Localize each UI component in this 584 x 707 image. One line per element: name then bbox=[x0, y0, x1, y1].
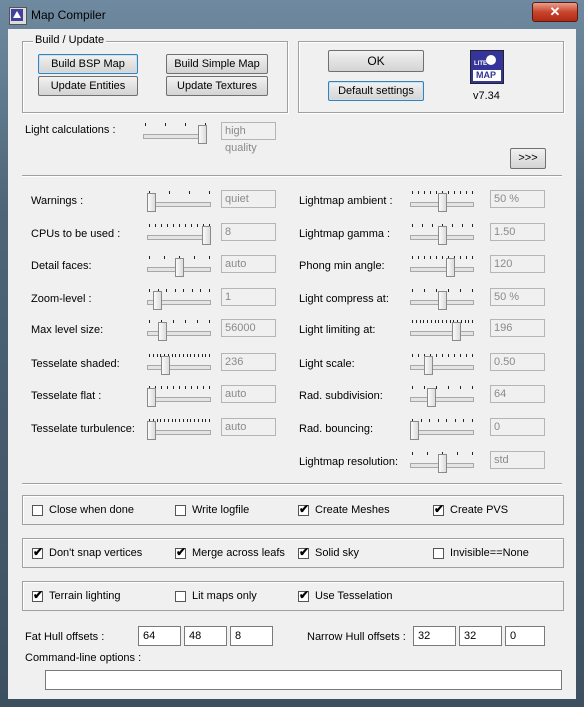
slider-thumb[interactable] bbox=[158, 322, 167, 341]
right-setting-label: Lightmap gamma : bbox=[299, 228, 391, 240]
slider-tick bbox=[209, 191, 210, 194]
slider-tick bbox=[472, 354, 473, 357]
slider-tick bbox=[460, 354, 461, 357]
slider-tick bbox=[160, 419, 161, 422]
slider-tick bbox=[460, 256, 461, 259]
slider-thumb[interactable] bbox=[438, 454, 447, 473]
checkbox-label[interactable]: Use Tesselation bbox=[315, 590, 393, 602]
close-button[interactable]: ✕ bbox=[532, 2, 578, 22]
slider-tick bbox=[190, 419, 191, 422]
slider-tick bbox=[175, 354, 176, 357]
slider-tick bbox=[412, 320, 413, 323]
slider-tick bbox=[203, 386, 204, 389]
slider-tick bbox=[420, 320, 421, 323]
slider-tick bbox=[430, 256, 431, 259]
right-setting-label: Lightmap resolution: bbox=[299, 456, 399, 468]
slider-ticks bbox=[412, 386, 472, 390]
slider-tick bbox=[446, 419, 447, 422]
slider-ticks bbox=[149, 386, 209, 390]
slider-tick bbox=[172, 354, 173, 357]
slider-thumb[interactable] bbox=[147, 193, 156, 212]
slider-tick bbox=[209, 320, 210, 323]
slider-tick bbox=[205, 354, 206, 357]
slider-tick bbox=[424, 289, 425, 292]
slider-tick bbox=[448, 289, 449, 292]
app-logo bbox=[470, 50, 504, 84]
logo-small-text: LITE bbox=[474, 61, 487, 67]
slider-track bbox=[410, 331, 474, 336]
slider-tick bbox=[412, 289, 413, 292]
slider-thumb[interactable] bbox=[153, 291, 162, 310]
slider-tick bbox=[191, 224, 192, 227]
slider-tick bbox=[175, 289, 176, 292]
left-setting-slider[interactable] bbox=[145, 384, 213, 410]
update-entities-button[interactable]: Update Entities bbox=[38, 76, 138, 96]
build-update-title: Build / Update bbox=[35, 34, 105, 46]
left-setting-label: Zoom-level : bbox=[31, 293, 92, 305]
left-setting-slider[interactable] bbox=[145, 222, 213, 248]
slider-ticks bbox=[412, 354, 472, 358]
slider-tick bbox=[438, 320, 439, 323]
slider-track bbox=[147, 430, 211, 435]
slider-tick bbox=[161, 224, 162, 227]
left-setting-slider[interactable] bbox=[145, 287, 213, 313]
slider-tick bbox=[155, 224, 156, 227]
slider-tick bbox=[472, 224, 473, 227]
left-setting-value: auto bbox=[221, 385, 276, 403]
slider-tick bbox=[431, 320, 432, 323]
slider-ticks bbox=[412, 320, 472, 324]
slider-tick bbox=[442, 354, 443, 357]
checkbox-label[interactable]: Create PVS bbox=[450, 504, 509, 516]
command-line-label: Command-line options : bbox=[25, 652, 142, 664]
slider-track bbox=[410, 267, 474, 272]
narrow-hull-x-input[interactable]: 32 bbox=[413, 626, 456, 646]
slider-tick bbox=[454, 354, 455, 357]
slider-tick bbox=[149, 354, 150, 357]
checkmark-icon: ✔ bbox=[299, 588, 310, 602]
slider-tick bbox=[173, 224, 174, 227]
slider-tick bbox=[149, 224, 150, 227]
slider-tick bbox=[418, 191, 419, 194]
slider-tick bbox=[209, 289, 210, 292]
slider-tick bbox=[463, 419, 464, 422]
slider-tick bbox=[465, 320, 466, 323]
left-setting-label: Detail faces: bbox=[31, 260, 92, 272]
slider-tick bbox=[432, 224, 433, 227]
checkbox[interactable] bbox=[433, 548, 444, 559]
title-bar[interactable] bbox=[0, 0, 584, 28]
slider-tick bbox=[468, 320, 469, 323]
checkbox[interactable] bbox=[32, 545, 44, 559]
left-setting-slider[interactable] bbox=[145, 352, 213, 378]
slider-tick bbox=[194, 354, 195, 357]
right-setting-slider[interactable] bbox=[408, 287, 476, 313]
slider-thumb[interactable] bbox=[147, 421, 156, 440]
left-setting-value: auto bbox=[221, 418, 276, 436]
default-settings-button[interactable]: Default settings bbox=[328, 81, 424, 101]
slider-tick bbox=[209, 256, 210, 259]
expand-button[interactable]: >>> bbox=[510, 148, 546, 169]
slider-thumb[interactable] bbox=[438, 226, 447, 245]
right-setting-label: Phong min angle: bbox=[299, 260, 385, 272]
slider-tick bbox=[442, 256, 443, 259]
slider-track bbox=[410, 365, 474, 370]
light-calculations-slider[interactable] bbox=[141, 121, 209, 147]
slider-tick bbox=[165, 123, 166, 126]
slider-thumb[interactable] bbox=[427, 388, 436, 407]
checkbox[interactable] bbox=[175, 545, 187, 559]
slider-tick bbox=[416, 320, 417, 323]
right-setting-slider[interactable] bbox=[408, 417, 476, 443]
slider-tick bbox=[472, 289, 473, 292]
narrow-hull-label: Narrow Hull offsets : bbox=[307, 631, 406, 643]
left-setting-slider[interactable] bbox=[145, 318, 213, 344]
slider-tick bbox=[472, 256, 473, 259]
slider-tick bbox=[164, 419, 165, 422]
slider-ticks bbox=[145, 123, 205, 127]
slider-tick bbox=[472, 191, 473, 194]
slider-thumb[interactable] bbox=[147, 388, 156, 407]
slider-tick bbox=[172, 419, 173, 422]
slider-tick bbox=[209, 419, 210, 422]
slider-tick bbox=[427, 452, 428, 455]
checkmark-icon: ✔ bbox=[33, 545, 44, 559]
slider-tick bbox=[157, 354, 158, 357]
right-setting-slider[interactable] bbox=[408, 254, 476, 280]
ok-button[interactable]: OK bbox=[328, 50, 424, 72]
slider-tick bbox=[175, 419, 176, 422]
checkbox-label[interactable]: Solid sky bbox=[315, 547, 360, 559]
slider-tick bbox=[412, 191, 413, 194]
slider-tick bbox=[209, 354, 210, 357]
dialog-body bbox=[8, 29, 576, 699]
slider-tick bbox=[466, 354, 467, 357]
slider-track bbox=[410, 430, 474, 435]
right-setting-label: Lightmap ambient : bbox=[299, 195, 393, 207]
slider-tick bbox=[418, 256, 419, 259]
left-setting-value: auto bbox=[221, 255, 276, 273]
slider-tick bbox=[466, 256, 467, 259]
slider-tick bbox=[472, 320, 473, 323]
slider-tick bbox=[198, 419, 199, 422]
slider-tick bbox=[202, 354, 203, 357]
right-setting-value: 1.50 bbox=[490, 223, 545, 241]
slider-track bbox=[147, 202, 211, 207]
fat-hull-label: Fat Hull offsets : bbox=[25, 631, 105, 643]
slider-tick bbox=[185, 224, 186, 227]
slider-tick bbox=[438, 419, 439, 422]
left-setting-slider[interactable] bbox=[145, 254, 213, 280]
slider-tick bbox=[422, 224, 423, 227]
slider-tick bbox=[187, 354, 188, 357]
checkmark-icon: ✔ bbox=[33, 588, 44, 602]
slider-tick bbox=[197, 320, 198, 323]
right-setting-label: Light limiting at: bbox=[299, 324, 376, 336]
slider-track bbox=[147, 365, 211, 370]
slider-thumb[interactable] bbox=[424, 356, 433, 375]
slider-tick bbox=[424, 191, 425, 194]
checkmark-icon: ✔ bbox=[299, 545, 310, 559]
checkbox[interactable] bbox=[298, 545, 310, 559]
slider-tick bbox=[167, 386, 168, 389]
slider-tick bbox=[446, 320, 447, 323]
checkmark-icon: ✔ bbox=[299, 502, 310, 516]
narrow-hull-y-input[interactable]: 32 bbox=[459, 626, 502, 646]
slider-tick bbox=[197, 386, 198, 389]
slider-tick bbox=[149, 289, 150, 292]
left-setting-label: Tesselate flat : bbox=[31, 390, 102, 402]
left-setting-value: quiet bbox=[221, 190, 276, 208]
slider-tick bbox=[421, 419, 422, 422]
slider-tick bbox=[192, 289, 193, 292]
slider-tick bbox=[435, 320, 436, 323]
slider-tick bbox=[194, 419, 195, 422]
build-bsp-map-button[interactable]: Build BSP Map bbox=[38, 54, 138, 74]
right-setting-label: Light compress at: bbox=[299, 293, 389, 305]
slider-ticks bbox=[149, 354, 209, 358]
slider-thumb[interactable] bbox=[446, 258, 455, 277]
slider-tick bbox=[179, 224, 180, 227]
slider-thumb[interactable] bbox=[202, 226, 211, 245]
right-setting-slider[interactable] bbox=[408, 384, 476, 410]
narrow-hull-z-input[interactable]: 0 bbox=[505, 626, 545, 646]
slider-tick bbox=[179, 354, 180, 357]
slider-tick bbox=[145, 123, 146, 126]
slider-tick bbox=[455, 419, 456, 422]
checkbox-label[interactable]: Write logfile bbox=[192, 504, 250, 516]
checkbox[interactable] bbox=[32, 505, 43, 516]
left-setting-label: Tesselate turbulence: bbox=[31, 423, 135, 435]
light-calculations-value: high quality bbox=[221, 122, 276, 140]
slider-tick bbox=[173, 320, 174, 323]
slider-ticks bbox=[149, 191, 209, 195]
slider-tick bbox=[412, 224, 413, 227]
right-setting-value: std bbox=[490, 451, 545, 469]
slider-tick bbox=[185, 386, 186, 389]
right-setting-value: 0.50 bbox=[490, 353, 545, 371]
slider-tick bbox=[472, 386, 473, 389]
slider-tick bbox=[202, 419, 203, 422]
slider-tick bbox=[412, 386, 413, 389]
right-setting-value: 120 bbox=[490, 255, 545, 273]
slider-tick bbox=[149, 320, 150, 323]
slider-tick bbox=[166, 289, 167, 292]
right-setting-slider[interactable] bbox=[408, 222, 476, 248]
slider-tick bbox=[472, 452, 473, 455]
slider-tick bbox=[472, 419, 473, 422]
right-setting-value: 50 % bbox=[490, 288, 545, 306]
slider-tick bbox=[197, 224, 198, 227]
slider-track bbox=[410, 397, 474, 402]
slider-tick bbox=[427, 320, 428, 323]
slider-tick bbox=[436, 386, 437, 389]
slider-tick bbox=[198, 354, 199, 357]
slider-tick bbox=[209, 386, 210, 389]
slider-ticks bbox=[149, 419, 209, 423]
checkbox[interactable] bbox=[32, 588, 44, 602]
slider-tick bbox=[424, 256, 425, 259]
left-setting-label: CPUs to be used : bbox=[31, 228, 121, 240]
slider-tick bbox=[429, 419, 430, 422]
right-setting-slider[interactable] bbox=[408, 318, 476, 344]
slider-tick bbox=[460, 386, 461, 389]
checkbox[interactable] bbox=[175, 505, 186, 516]
slider-thumb[interactable] bbox=[438, 291, 447, 310]
slider-tick bbox=[185, 320, 186, 323]
checkbox[interactable] bbox=[298, 502, 310, 516]
left-setting-value: 1 bbox=[221, 288, 276, 306]
left-setting-value: 56000 bbox=[221, 319, 276, 337]
right-setting-label: Rad. subdivision: bbox=[299, 390, 383, 402]
slider-tick bbox=[183, 289, 184, 292]
left-setting-label: Warnings : bbox=[31, 195, 84, 207]
left-setting-slider[interactable] bbox=[145, 189, 213, 215]
slider-tick bbox=[200, 289, 201, 292]
checkbox-label[interactable]: Lit maps only bbox=[192, 590, 257, 602]
build-simple-map-button[interactable]: Build Simple Map bbox=[166, 54, 268, 74]
fat-hull-x-input[interactable]: 64 bbox=[138, 626, 181, 646]
right-setting-label: Light scale: bbox=[299, 358, 355, 370]
slider-thumb[interactable] bbox=[410, 421, 419, 440]
slider-tick bbox=[442, 320, 443, 323]
slider-tick bbox=[412, 452, 413, 455]
slider-ticks bbox=[412, 419, 472, 423]
update-textures-button[interactable]: Update Textures bbox=[166, 76, 268, 96]
fat-hull-z-input[interactable]: 8 bbox=[230, 626, 273, 646]
right-setting-value: 196 bbox=[490, 319, 545, 337]
slider-ticks bbox=[412, 256, 472, 260]
slider-tick bbox=[169, 191, 170, 194]
left-setting-slider[interactable] bbox=[145, 417, 213, 443]
slider-tick bbox=[448, 354, 449, 357]
checkbox-label[interactable]: Close when done bbox=[49, 504, 135, 516]
slider-tick bbox=[161, 386, 162, 389]
slider-tick bbox=[424, 386, 425, 389]
right-setting-slider[interactable] bbox=[408, 189, 476, 215]
slider-tick bbox=[189, 191, 190, 194]
checkmark-icon: ✔ bbox=[434, 502, 445, 516]
fat-hull-y-input[interactable]: 48 bbox=[184, 626, 227, 646]
slider-tick bbox=[179, 386, 180, 389]
slider-ticks bbox=[149, 224, 209, 228]
app-icon bbox=[9, 7, 27, 25]
slider-tick bbox=[179, 419, 180, 422]
right-setting-slider[interactable] bbox=[408, 450, 476, 476]
left-setting-value: 236 bbox=[221, 353, 276, 371]
left-setting-value: 8 bbox=[221, 223, 276, 241]
right-setting-slider[interactable] bbox=[408, 352, 476, 378]
slider-tick bbox=[436, 256, 437, 259]
checkbox-label[interactable]: Create Meshes bbox=[315, 504, 390, 516]
slider-thumb[interactable] bbox=[175, 258, 184, 277]
slider-thumb[interactable] bbox=[198, 125, 207, 144]
checkbox-label[interactable]: Terrain lighting bbox=[49, 590, 121, 602]
slider-tick bbox=[412, 354, 413, 357]
slider-tick bbox=[448, 191, 449, 194]
window-title: Map Compiler bbox=[31, 8, 106, 22]
slider-tick bbox=[460, 289, 461, 292]
slider-tick bbox=[157, 419, 158, 422]
slider-tick bbox=[462, 224, 463, 227]
separator bbox=[22, 483, 562, 485]
slider-tick bbox=[173, 386, 174, 389]
slider-tick bbox=[168, 419, 169, 422]
slider-tick bbox=[466, 191, 467, 194]
right-setting-value: 50 % bbox=[490, 190, 545, 208]
left-setting-label: Tesselate shaded: bbox=[31, 358, 120, 370]
slider-track bbox=[147, 397, 211, 402]
slider-tick bbox=[191, 386, 192, 389]
slider-tick bbox=[454, 191, 455, 194]
slider-tick bbox=[153, 354, 154, 357]
checkmark-icon: ✔ bbox=[176, 545, 187, 559]
slider-thumb[interactable] bbox=[438, 193, 447, 212]
light-calculations-label: Light calculations : bbox=[25, 124, 116, 136]
slider-tick bbox=[149, 256, 150, 259]
slider-tick bbox=[436, 354, 437, 357]
checkbox-label[interactable]: Merge across leafs bbox=[192, 547, 285, 559]
right-setting-value: 0 bbox=[490, 418, 545, 436]
slider-tick bbox=[412, 256, 413, 259]
slider-tick bbox=[430, 191, 431, 194]
slider-tick bbox=[450, 320, 451, 323]
checkbox-label[interactable]: Don't snap vertices bbox=[49, 547, 143, 559]
slider-tick bbox=[164, 256, 165, 259]
slider-tick bbox=[167, 224, 168, 227]
checkbox[interactable] bbox=[298, 588, 310, 602]
command-line-input[interactable] bbox=[45, 670, 562, 690]
slider-tick bbox=[187, 419, 188, 422]
separator bbox=[22, 175, 562, 177]
logo-text: MAP bbox=[476, 70, 496, 80]
slider-tick bbox=[194, 256, 195, 259]
checkbox-label[interactable]: Invisible==None bbox=[450, 547, 529, 559]
slider-tick bbox=[452, 224, 453, 227]
slider-tick bbox=[185, 123, 186, 126]
slider-tick bbox=[448, 386, 449, 389]
slider-tick bbox=[418, 354, 419, 357]
slider-tick bbox=[423, 320, 424, 323]
right-setting-label: Rad. bouncing: bbox=[299, 423, 373, 435]
slider-tick bbox=[190, 354, 191, 357]
checkbox[interactable] bbox=[433, 502, 445, 516]
slider-tick bbox=[205, 419, 206, 422]
checkbox[interactable] bbox=[175, 591, 186, 602]
slider-tick bbox=[460, 191, 461, 194]
version-label: v7.34 bbox=[473, 90, 500, 102]
slider-thumb[interactable] bbox=[161, 356, 170, 375]
left-setting-label: Max level size: bbox=[31, 324, 104, 336]
slider-tick bbox=[183, 354, 184, 357]
slider-tick bbox=[457, 452, 458, 455]
slider-tick bbox=[183, 419, 184, 422]
slider-thumb[interactable] bbox=[452, 322, 461, 341]
right-setting-value: 64 bbox=[490, 385, 545, 403]
slider-track bbox=[147, 331, 211, 336]
